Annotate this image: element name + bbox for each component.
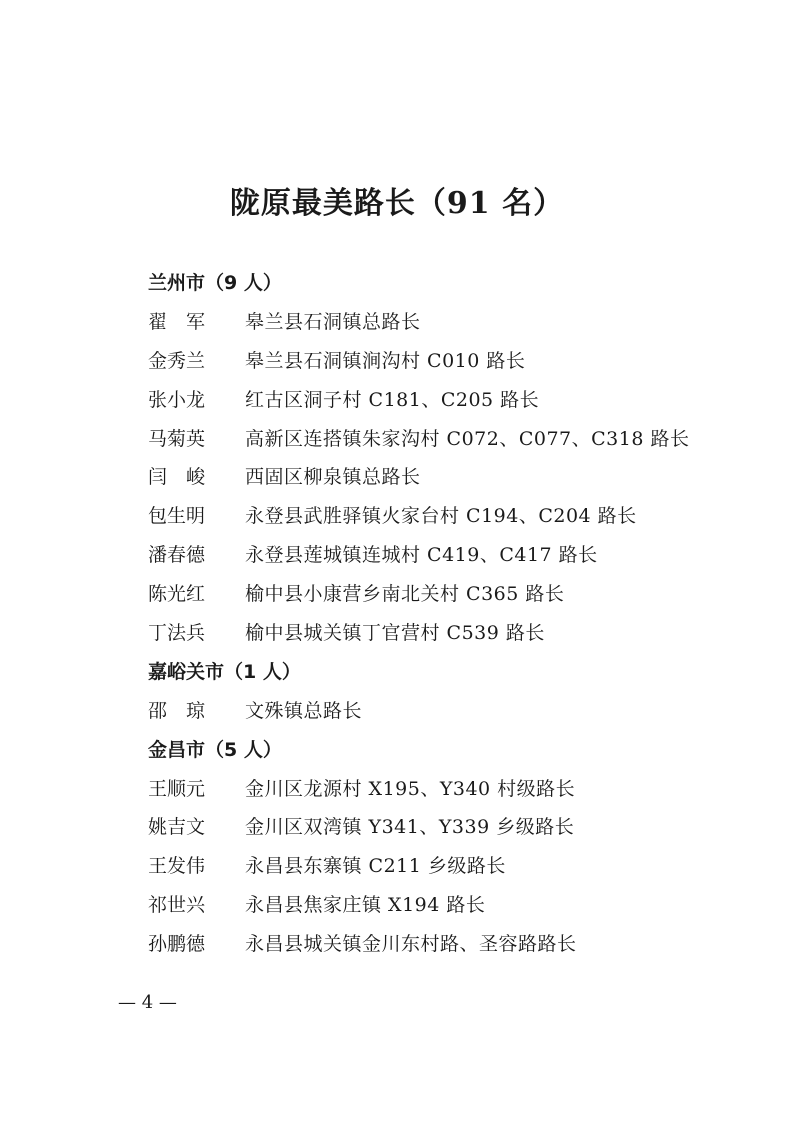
list-item (148, 536, 748, 575)
person-role: 文殊镇总路长 (245, 699, 363, 722)
person-role: 永昌县焦家庄镇 X194 路长 (245, 894, 486, 917)
person-role: 金川区双湾镇 Y341、Y339 乡级路长 (245, 816, 575, 839)
person-role: 永登县莲城镇连城村 C419、C417 路长 (245, 544, 598, 567)
list-item (148, 886, 748, 925)
roster-list (148, 264, 748, 964)
section-title-jinchang: 金昌市（5 人） (148, 738, 282, 761)
person-name: 王发伟 (148, 855, 206, 878)
person-name: 祁世兴 (148, 894, 206, 917)
person-name: 姚吉文 (148, 816, 206, 839)
page-title: 陇原最美路长（91 名） (229, 186, 565, 221)
section-title-lanzhou: 兰州市（9 人） (148, 272, 282, 294)
list-item (148, 420, 748, 459)
person-role: 高新区连搭镇朱家沟村 C072、C077、C318 路长 (245, 427, 690, 450)
list-item (148, 458, 748, 497)
person-role: 榆中县小康营乡南北关村 C365 路长 (245, 583, 565, 606)
person-name: 马菊英 (148, 427, 206, 450)
person-name: 翟 军 (148, 310, 206, 333)
person-name: 丁法兵 (148, 622, 206, 645)
list-item (148, 575, 748, 614)
person-name: 金秀兰 (148, 349, 206, 372)
list-item (148, 614, 748, 653)
person-role: 皋兰县石洞镇总路长 (245, 310, 421, 333)
person-name: 邵 琼 (148, 699, 206, 722)
list-item (148, 847, 748, 886)
person-name: 陈光红 (148, 583, 206, 606)
person-role: 榆中县城关镇丁官营村 C539 路长 (245, 622, 545, 645)
list-item (148, 692, 748, 731)
list-item (148, 342, 748, 381)
person-role: 皋兰县石洞镇涧沟村 C010 路长 (245, 349, 526, 372)
person-name: 闫 峻 (148, 466, 206, 489)
section-title-jiayuguan: 嘉峪关市（1 人） (148, 660, 301, 683)
person-role: 永登县武胜驿镇火家台村 C194、C204 路长 (245, 505, 637, 528)
person-role: 红古区洞子村 C181、C205 路长 (245, 388, 540, 411)
list-item (148, 497, 748, 536)
list-item (148, 808, 748, 847)
person-role: 金川区龙源村 X195、Y340 村级路长 (245, 777, 576, 800)
list-item (148, 925, 748, 964)
person-name: 潘春德 (148, 544, 206, 567)
person-name: 王顺元 (148, 777, 206, 800)
page-number: — 4 — (118, 992, 177, 1013)
list-item (148, 381, 748, 420)
person-name: 孙鹏德 (148, 933, 206, 956)
list-item (148, 303, 748, 342)
person-name: 张小龙 (148, 388, 206, 411)
person-role: 西固区柳泉镇总路长 (245, 466, 421, 489)
person-role: 永昌县东寨镇 C211 乡级路长 (245, 855, 506, 878)
person-role: 永昌县城关镇金川东村路、圣容路路长 (245, 933, 577, 956)
list-item (148, 770, 748, 809)
person-name: 包生明 (148, 505, 206, 528)
